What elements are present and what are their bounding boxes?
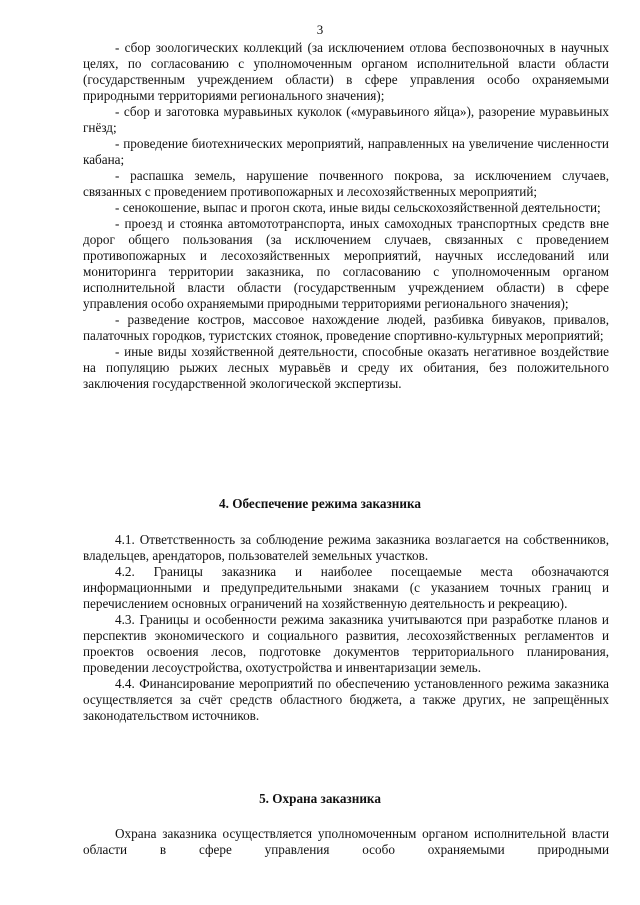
- section-4-paragraph: 4.2. Границы заказника и наиболее посещаемые места обозначаются информационными и предупредительными знаками (с указанием точных границ и перечислением основных ограничений на хозяйственную деятельность и рекреацию).: [83, 564, 609, 611]
- list-item: - сбор зоологических коллекций (за исключением отлова беспозвоночных в научных целях, по согласованию с уполномоченным органом исполнительной власти области (государственным учреждением области) в сфере управления особо охраняемыми природными территориями регионального значения);: [83, 40, 609, 103]
- prohibited-activities-list: [83, 40, 609, 392]
- list-item: - иные виды хозяйственной деятельности, способные оказать негативное воздействие на популяцию рыжих лесных муравьёв и среду их обитания, без положительного заключения государственной экологической экспертизы.: [83, 344, 609, 391]
- section-4-heading: 4. Обеспечение режима заказника: [219, 496, 421, 511]
- section-5-body: [83, 826, 609, 858]
- section-4-paragraph: 4.1. Ответственность за соблюдение режима заказника возлагается на собственников, владельцев, арендаторов, пользователей земельных участков.: [83, 532, 609, 563]
- section-5-paragraph: Охрана заказника осуществляется уполномоченным органом исполнительной власти области в сфере управления особо охраняемыми природными: [83, 826, 609, 857]
- list-item: - проведение биотехнических мероприятий, направленных на увеличение численности кабана;: [83, 136, 609, 167]
- list-item: - проезд и стоянка автомототранспорта, иных самоходных транспортных средств вне дорог общего пользования (за исключением случаев, связанных с проведением противопожарных и лесохозяйственных мероприятий, научных исследований или мониторинга территории заказника, по согласованию с уполномоченным органом исполнительной власти области (государственным учреждением области) в сфере управления особо охраняемыми природными территориями регионального значения);: [83, 216, 609, 311]
- section-4-paragraph: 4.3. Границы и особенности режима заказника учитываются при разработке планов и перспектив экономического и социального развития, лесохозяйственных регламентов и проектов освоения лесов, подготовке документов территориального планирования, проведении лесоустройства, охотустройства и инвентаризации земель.: [83, 612, 609, 675]
- list-item: - разведение костров, массовое нахождение людей, разбивка бивуаков, привалов, палаточных городков, туристских стоянок, проведение спортивно-культурных мероприятий;: [83, 312, 609, 343]
- section-4-paragraph: 4.4. Финансирование мероприятий по обеспечению установленного режима заказника осуществляется за счёт средств областного бюджета, а также других, не запрещённых законодательством источников.: [83, 676, 609, 723]
- list-item: - распашка земель, нарушение почвенного покрова, за исключением случаев, связанных с проведением противопожарных и лесохозяйственных мероприятий;: [83, 168, 609, 199]
- section-4-body: [83, 532, 609, 724]
- section-5-heading: 5. Охрана заказника: [259, 791, 381, 806]
- list-item: - сенокошение, выпас и прогон скота, иные виды сельскохозяйственной деятельности;: [115, 200, 601, 215]
- page-number: 3: [316, 22, 324, 37]
- list-item: - сбор и заготовка муравьиных куколок («муравьиного яйца»), разорение муравьиных гнёзд;: [83, 104, 609, 135]
